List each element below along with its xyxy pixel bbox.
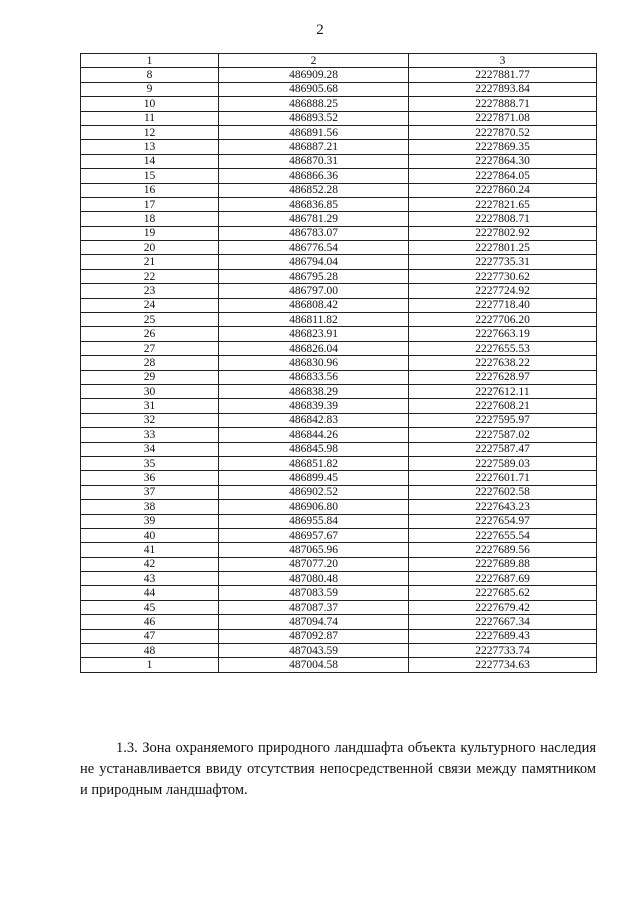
x-coordinate-cell: 486955.84 xyxy=(219,514,409,528)
y-coordinate-cell: 2227808.71 xyxy=(409,212,597,226)
table-row xyxy=(81,356,597,370)
table-row xyxy=(81,442,597,456)
column-header-point: 1 xyxy=(81,54,219,68)
x-coordinate-cell: 486794.04 xyxy=(219,255,409,269)
table-row xyxy=(81,313,597,327)
y-coordinate-cell: 2227718.40 xyxy=(409,298,597,312)
table-row xyxy=(81,528,597,542)
y-coordinate-cell: 2227689.56 xyxy=(409,543,597,557)
x-coordinate-cell: 486842.83 xyxy=(219,413,409,427)
x-coordinate-cell: 486776.54 xyxy=(219,241,409,255)
x-coordinate-cell: 486811.82 xyxy=(219,313,409,327)
point-number-cell: 8 xyxy=(81,68,219,82)
point-number-cell: 27 xyxy=(81,341,219,355)
point-number-cell: 18 xyxy=(81,212,219,226)
point-number-cell: 47 xyxy=(81,629,219,643)
x-coordinate-cell: 486899.45 xyxy=(219,471,409,485)
x-coordinate-cell: 486808.42 xyxy=(219,298,409,312)
y-coordinate-cell: 2227612.11 xyxy=(409,384,597,398)
y-coordinate-cell: 2227663.19 xyxy=(409,327,597,341)
x-coordinate-cell: 486893.52 xyxy=(219,111,409,125)
y-coordinate-cell: 2227864.30 xyxy=(409,154,597,168)
x-coordinate-cell: 486844.26 xyxy=(219,428,409,442)
y-coordinate-cell: 2227655.54 xyxy=(409,528,597,542)
x-coordinate-cell: 486781.29 xyxy=(219,212,409,226)
x-coordinate-cell: 486887.21 xyxy=(219,140,409,154)
point-number-cell: 37 xyxy=(81,485,219,499)
table-row xyxy=(81,615,597,629)
point-number-cell: 31 xyxy=(81,399,219,413)
table-row xyxy=(81,269,597,283)
x-coordinate-cell: 487092.87 xyxy=(219,629,409,643)
y-coordinate-cell: 2227734.63 xyxy=(409,658,597,672)
y-coordinate-cell: 2227893.84 xyxy=(409,82,597,96)
table-row xyxy=(81,600,597,614)
y-coordinate-cell: 2227735.31 xyxy=(409,255,597,269)
table-row xyxy=(81,644,597,658)
y-coordinate-cell: 2227608.21 xyxy=(409,399,597,413)
y-coordinate-cell: 2227869.35 xyxy=(409,140,597,154)
table-row xyxy=(81,284,597,298)
point-number-cell: 11 xyxy=(81,111,219,125)
x-coordinate-cell: 486839.39 xyxy=(219,399,409,413)
column-header-y: 3 xyxy=(409,54,597,68)
x-coordinate-cell: 487083.59 xyxy=(219,586,409,600)
y-coordinate-cell: 2227864.05 xyxy=(409,169,597,183)
point-number-cell: 32 xyxy=(81,413,219,427)
table-row xyxy=(81,341,597,355)
point-number-cell: 38 xyxy=(81,500,219,514)
point-number-cell: 29 xyxy=(81,370,219,384)
table-row xyxy=(81,140,597,154)
x-coordinate-cell: 487077.20 xyxy=(219,557,409,571)
point-number-cell: 36 xyxy=(81,471,219,485)
table-row xyxy=(81,327,597,341)
y-coordinate-cell: 2227587.47 xyxy=(409,442,597,456)
point-number-cell: 46 xyxy=(81,615,219,629)
y-coordinate-cell: 2227602.58 xyxy=(409,485,597,499)
y-coordinate-cell: 2227689.88 xyxy=(409,557,597,571)
y-coordinate-cell: 2227687.69 xyxy=(409,572,597,586)
table-row xyxy=(81,485,597,499)
y-coordinate-cell: 2227730.62 xyxy=(409,269,597,283)
x-coordinate-cell: 486823.91 xyxy=(219,327,409,341)
point-number-cell: 42 xyxy=(81,557,219,571)
x-coordinate-cell: 486891.56 xyxy=(219,125,409,139)
point-number-cell: 48 xyxy=(81,644,219,658)
x-coordinate-cell: 487065.96 xyxy=(219,543,409,557)
y-coordinate-cell: 2227860.24 xyxy=(409,183,597,197)
x-coordinate-cell: 486851.82 xyxy=(219,456,409,470)
body-paragraph: 1.3. Зона охраняемого природного ландшафта объекта культурного наследия не устанавливается ввиду отсутствия непосредственной связи между памятником и природным ландшафтом. xyxy=(80,740,596,798)
y-coordinate-cell: 2227881.77 xyxy=(409,68,597,82)
point-number-cell: 17 xyxy=(81,197,219,211)
x-coordinate-cell: 486783.07 xyxy=(219,226,409,240)
table-row xyxy=(81,169,597,183)
table-row xyxy=(81,125,597,139)
y-coordinate-cell: 2227654.97 xyxy=(409,514,597,528)
table-row xyxy=(81,370,597,384)
x-coordinate-cell: 487080.48 xyxy=(219,572,409,586)
point-number-cell: 33 xyxy=(81,428,219,442)
table-row xyxy=(81,572,597,586)
table-row xyxy=(81,183,597,197)
y-coordinate-cell: 2227638.22 xyxy=(409,356,597,370)
table-body xyxy=(81,68,597,672)
x-coordinate-cell: 486836.85 xyxy=(219,197,409,211)
table-row xyxy=(81,255,597,269)
x-coordinate-cell: 486957.67 xyxy=(219,528,409,542)
x-coordinate-cell: 486909.28 xyxy=(219,68,409,82)
x-coordinate-cell: 486902.52 xyxy=(219,485,409,499)
point-number-cell: 34 xyxy=(81,442,219,456)
point-number-cell: 1 xyxy=(81,658,219,672)
table-row xyxy=(81,241,597,255)
table-row xyxy=(81,514,597,528)
point-number-cell: 12 xyxy=(81,125,219,139)
table-row xyxy=(81,500,597,514)
y-coordinate-cell: 2227871.08 xyxy=(409,111,597,125)
table-row xyxy=(81,658,597,672)
x-coordinate-cell: 486838.29 xyxy=(219,384,409,398)
table-row xyxy=(81,68,597,82)
point-number-cell: 10 xyxy=(81,97,219,111)
table-row xyxy=(81,471,597,485)
table-row xyxy=(81,226,597,240)
x-coordinate-cell: 486906.80 xyxy=(219,500,409,514)
table-row xyxy=(81,557,597,571)
table-row xyxy=(81,111,597,125)
y-coordinate-cell: 2227802.92 xyxy=(409,226,597,240)
point-number-cell: 21 xyxy=(81,255,219,269)
x-coordinate-cell: 486826.04 xyxy=(219,341,409,355)
table-row xyxy=(81,456,597,470)
y-coordinate-cell: 2227667.34 xyxy=(409,615,597,629)
page-number: 2 xyxy=(316,22,324,38)
point-number-cell: 19 xyxy=(81,226,219,240)
point-number-cell: 26 xyxy=(81,327,219,341)
point-number-cell: 40 xyxy=(81,528,219,542)
table-row xyxy=(81,586,597,600)
y-coordinate-cell: 2227706.20 xyxy=(409,313,597,327)
point-number-cell: 16 xyxy=(81,183,219,197)
y-coordinate-cell: 2227821.65 xyxy=(409,197,597,211)
point-number-cell: 25 xyxy=(81,313,219,327)
point-number-cell: 44 xyxy=(81,586,219,600)
x-coordinate-cell: 486833.56 xyxy=(219,370,409,384)
y-coordinate-cell: 2227888.71 xyxy=(409,97,597,111)
point-number-cell: 41 xyxy=(81,543,219,557)
point-number-cell: 9 xyxy=(81,82,219,96)
x-coordinate-cell: 486905.68 xyxy=(219,82,409,96)
x-coordinate-cell: 487043.59 xyxy=(219,644,409,658)
table-row xyxy=(81,413,597,427)
x-coordinate-cell: 486852.28 xyxy=(219,183,409,197)
y-coordinate-cell: 2227655.53 xyxy=(409,341,597,355)
point-number-cell: 20 xyxy=(81,241,219,255)
point-number-cell: 15 xyxy=(81,169,219,183)
point-number-cell: 14 xyxy=(81,154,219,168)
table-header-row xyxy=(81,54,597,68)
x-coordinate-cell: 487087.37 xyxy=(219,600,409,614)
y-coordinate-cell: 2227801.25 xyxy=(409,241,597,255)
y-coordinate-cell: 2227733.74 xyxy=(409,644,597,658)
point-number-cell: 23 xyxy=(81,284,219,298)
y-coordinate-cell: 2227643.23 xyxy=(409,500,597,514)
coordinates-table xyxy=(80,53,597,673)
point-number-cell: 22 xyxy=(81,269,219,283)
point-number-cell: 24 xyxy=(81,298,219,312)
y-coordinate-cell: 2227587.02 xyxy=(409,428,597,442)
table-row xyxy=(81,629,597,643)
table-row xyxy=(81,97,597,111)
x-coordinate-cell: 487004.58 xyxy=(219,658,409,672)
point-number-cell: 13 xyxy=(81,140,219,154)
y-coordinate-cell: 2227595.97 xyxy=(409,413,597,427)
table-row xyxy=(81,212,597,226)
y-coordinate-cell: 2227679.42 xyxy=(409,600,597,614)
table-row xyxy=(81,197,597,211)
table-row xyxy=(81,82,597,96)
x-coordinate-cell: 486830.96 xyxy=(219,356,409,370)
point-number-cell: 43 xyxy=(81,572,219,586)
x-coordinate-cell: 486888.25 xyxy=(219,97,409,111)
point-number-cell: 39 xyxy=(81,514,219,528)
y-coordinate-cell: 2227589.03 xyxy=(409,456,597,470)
y-coordinate-cell: 2227870.52 xyxy=(409,125,597,139)
table-row xyxy=(81,384,597,398)
x-coordinate-cell: 486870.31 xyxy=(219,154,409,168)
x-coordinate-cell: 486866.36 xyxy=(219,169,409,183)
point-number-cell: 35 xyxy=(81,456,219,470)
table-row xyxy=(81,543,597,557)
x-coordinate-cell: 486795.28 xyxy=(219,269,409,283)
x-coordinate-cell: 486845.98 xyxy=(219,442,409,456)
point-number-cell: 45 xyxy=(81,600,219,614)
column-header-x: 2 xyxy=(219,54,409,68)
table-row xyxy=(81,399,597,413)
y-coordinate-cell: 2227685.62 xyxy=(409,586,597,600)
point-number-cell: 30 xyxy=(81,384,219,398)
point-number-cell: 28 xyxy=(81,356,219,370)
table-row xyxy=(81,428,597,442)
x-coordinate-cell: 487094.74 xyxy=(219,615,409,629)
table-row xyxy=(81,154,597,168)
y-coordinate-cell: 2227724.92 xyxy=(409,284,597,298)
table-row xyxy=(81,298,597,312)
y-coordinate-cell: 2227628.97 xyxy=(409,370,597,384)
y-coordinate-cell: 2227601.71 xyxy=(409,471,597,485)
y-coordinate-cell: 2227689.43 xyxy=(409,629,597,643)
x-coordinate-cell: 486797.00 xyxy=(219,284,409,298)
